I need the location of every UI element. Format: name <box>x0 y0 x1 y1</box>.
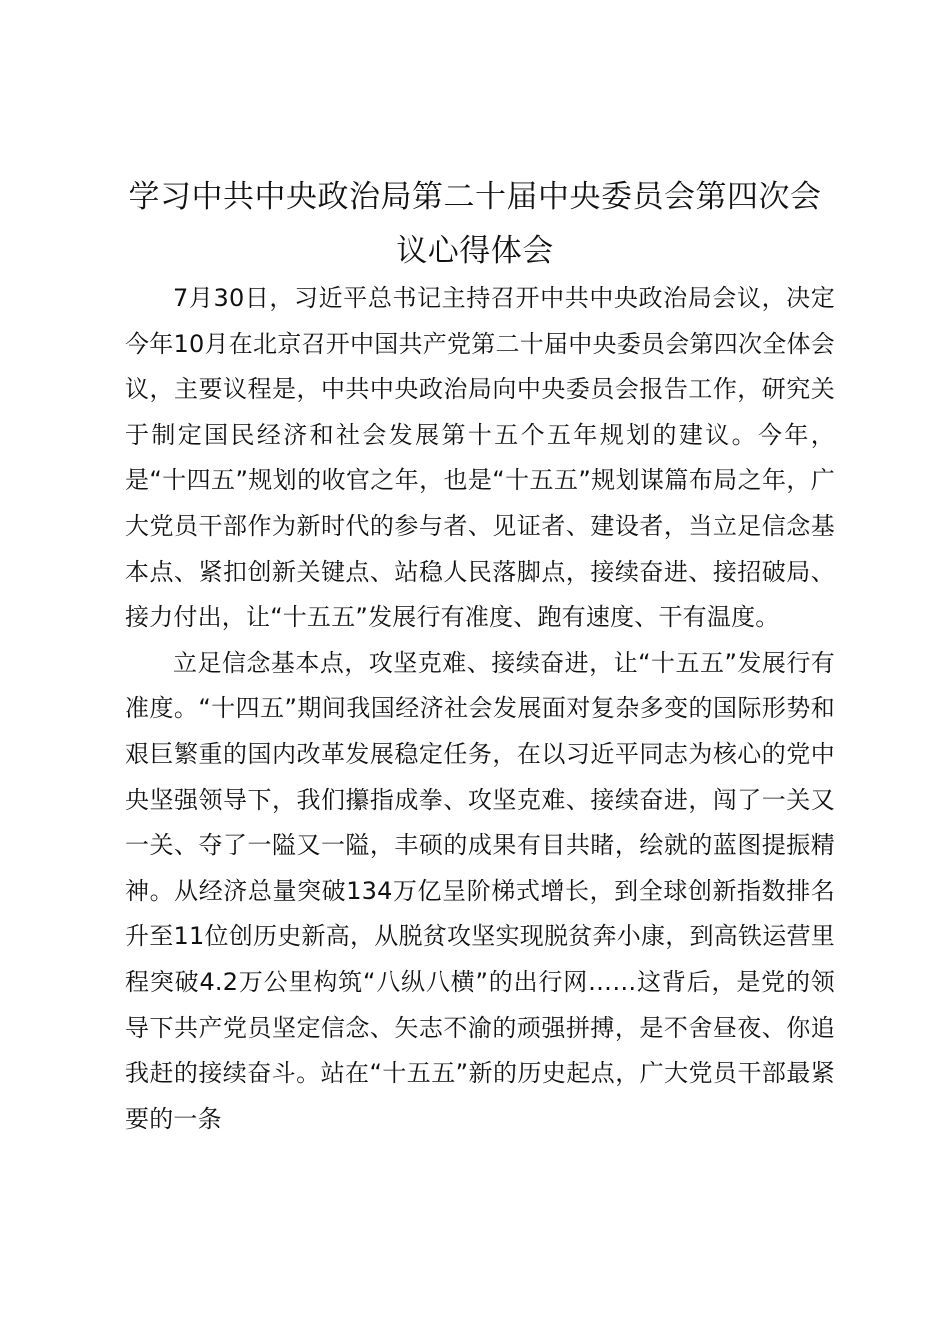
document-body <box>125 276 835 1142</box>
document-title: 学习中共中央政治局第二十届中央委员会第四次会议心得体会 <box>128 179 822 269</box>
paragraph-faith-foundation: 立足信念基本点，攻坚克难、接续奋进，让“十五五”发展行有准度。“十四五”期间我国经济社会发展面对复杂多变的国际形势和艰巨繁重的国内改革发展稳定任务，在以习近平同志为核心的党中央坚强领导下，我们攥指成拳、攻坚克难、接续奋进，闯了一关又一关、夺了一隘又一隘，丰硕的成果有目共睹，绘就的蓝图提振精神。从经济总量突破134万亿呈阶梯式增长，到全球创新指数排名升至11位创历史新高，从脱贫攻坚实现脱贫奔小康，到高铁运营里程突破4.2万公里构筑“八纵八横”的出行网……这背后，是党的领导下共产党员坚定信念、矢志不渝的顽强拼搏，是不舍昼夜、你追我赶的接续奋斗。站在“十五五”新的历史起点，广大党员干部最紧要的一条 <box>125 648 835 1133</box>
paragraph-intro: 7月30日，习近平总书记主持召开中共中央政治局会议，决定今年10月在北京召开中国共产党第二十届中央委员会第四次全体会议，主要议程是，中共中央政治局向中央委员会报告工作，研究关于制定国民经济和社会发展第十五个五年规划的建议。今年，是“十四五”规划的收官之年，也是“十五五”规划谋篇布局之年，广大党员干部作为新时代的参与者、见证者、建设者，当立足信念基本点、紧扣创新关键点、站稳人民落脚点，接续奋进、接招破局、接力付出，让“十五五”发展行有准度、跑有速度、干有温度。 <box>125 284 835 632</box>
